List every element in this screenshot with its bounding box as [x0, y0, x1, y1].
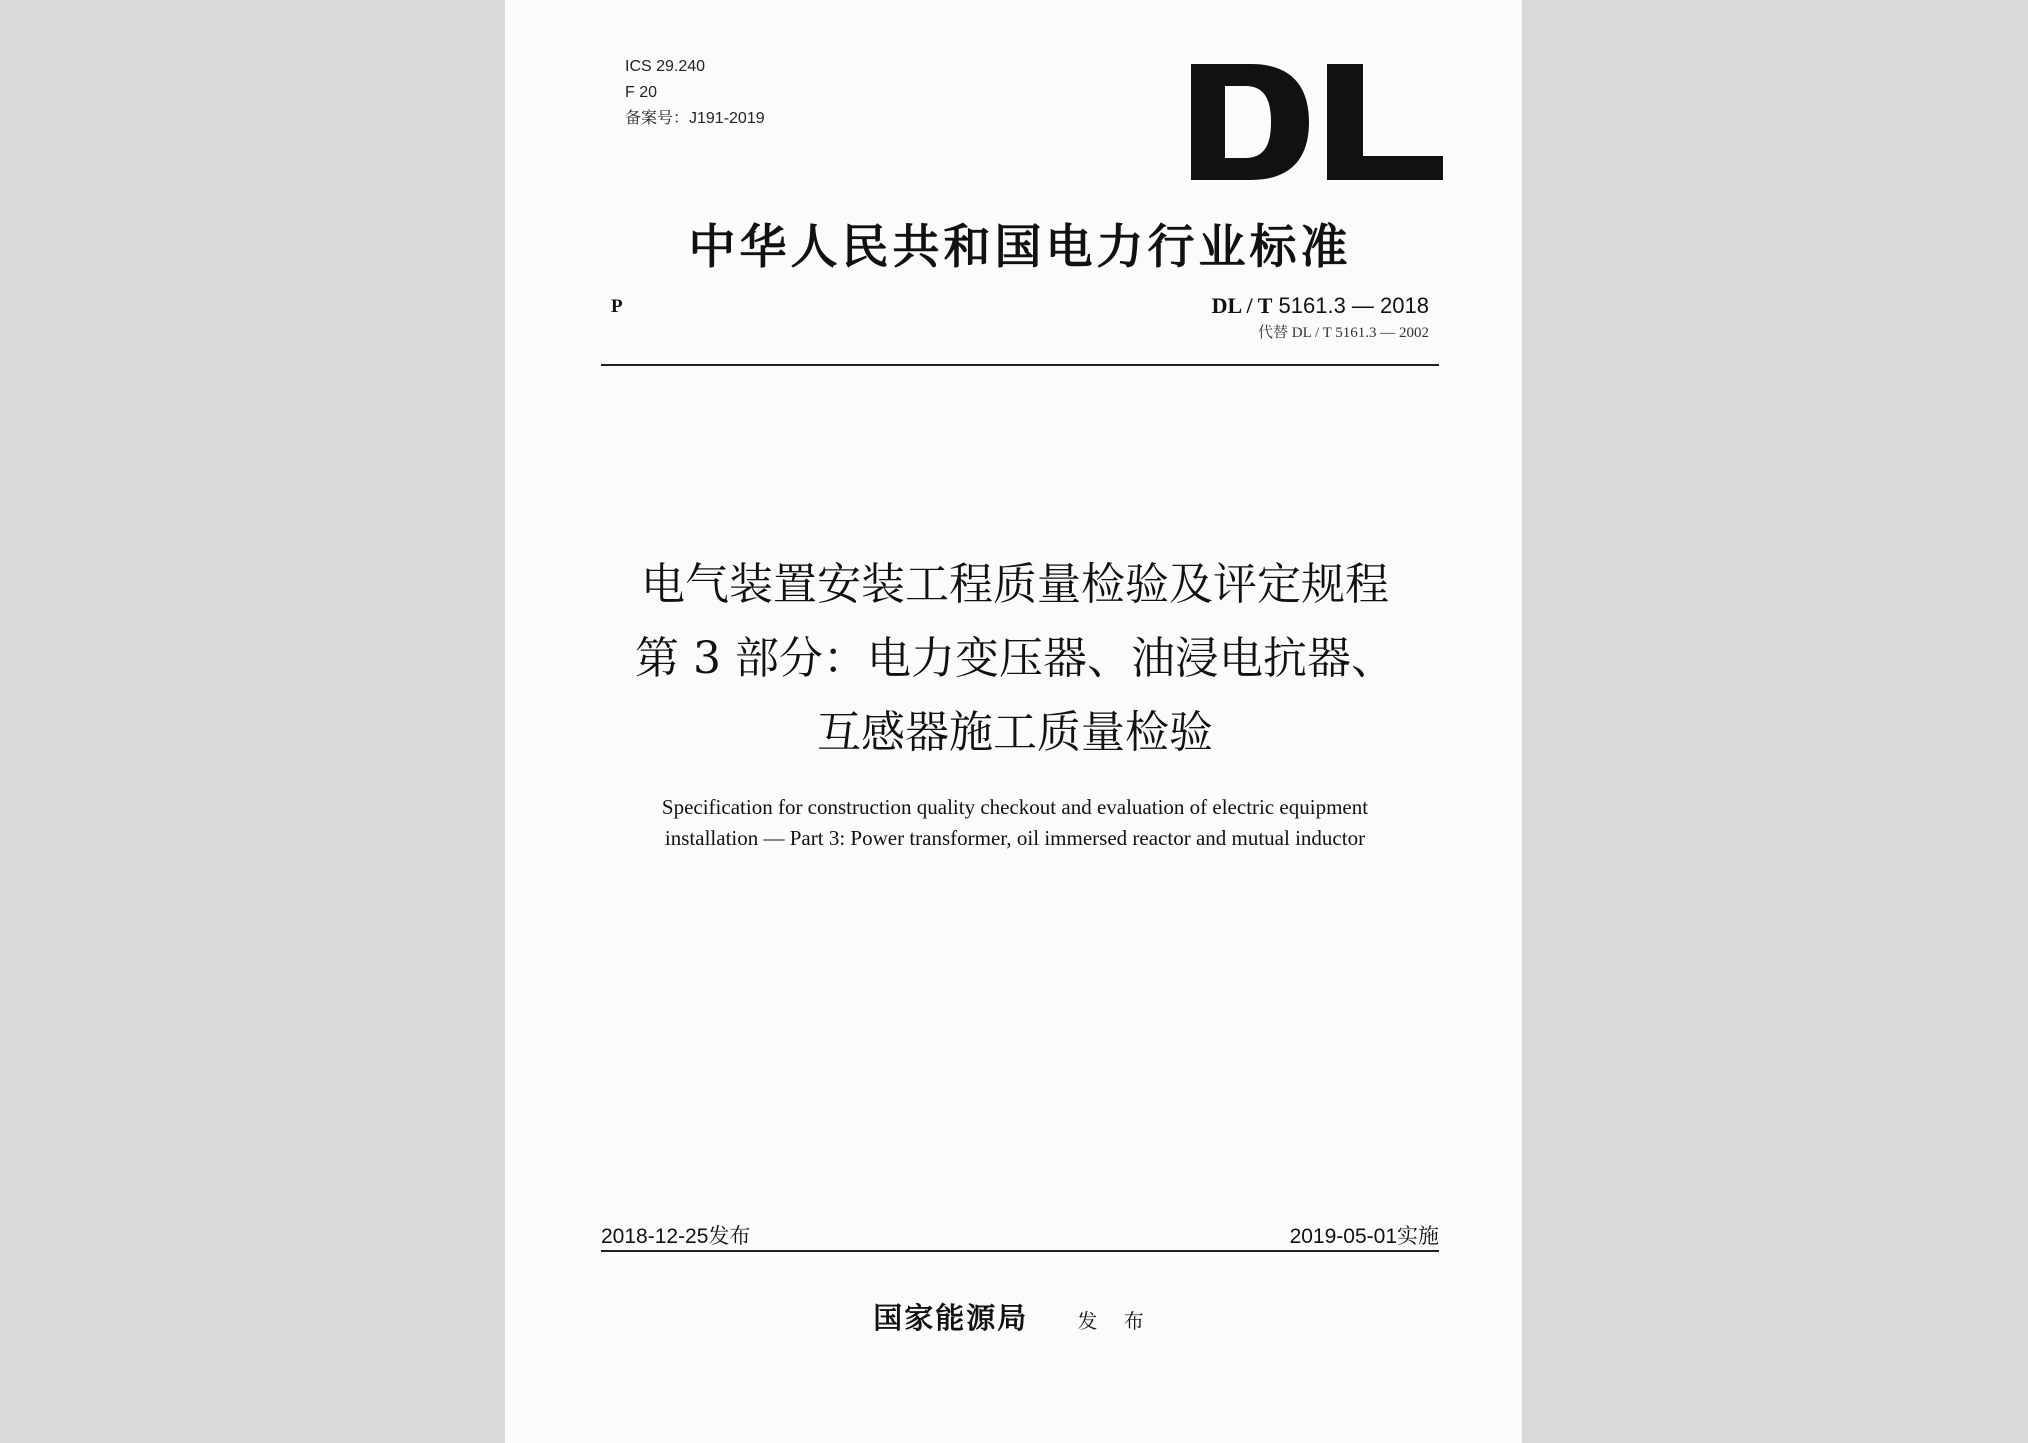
- classification-code: P: [611, 296, 623, 317]
- title-zh-line-2: 第 3 部分：电力变压器、油浸电抗器、: [635, 633, 1395, 684]
- issue-date: 2018-12-25发布: [601, 1225, 751, 1248]
- ccs-code: F 20: [625, 84, 658, 101]
- implementation-date: 2019-05-01实施: [1289, 1225, 1439, 1248]
- title-english: [565, 792, 1465, 854]
- document-meta: [625, 54, 765, 132]
- standard-code: 5161.3 — 2018: [1278, 293, 1429, 318]
- replaces-standard: 代替 DL / T 5161.3 — 2002: [1258, 325, 1429, 341]
- footer-divider: [601, 1250, 1439, 1252]
- standard-number-block: [1212, 293, 1429, 342]
- document-page: [505, 0, 1522, 1443]
- publisher: [505, 1296, 1522, 1337]
- dl-logo-mark: [1181, 64, 1453, 180]
- title-en-line-1: Specification for construction quality checkout and evaluation of electric equipment: [661, 795, 1369, 819]
- filing-number: 备案号：J191-2019: [625, 110, 765, 127]
- dl-logo: [1181, 64, 1453, 180]
- publisher-org: 国家能源局: [873, 1301, 1029, 1335]
- standard-prefix: DL / T: [1211, 293, 1273, 318]
- header-divider: [601, 364, 1439, 366]
- publisher-action: 发 布: [1077, 1309, 1154, 1333]
- ics-code: ICS 29.240: [625, 58, 706, 75]
- title-zh-line-1: 电气装置安装工程质量检验及评定规程: [641, 559, 1389, 610]
- title-zh-line-3: 互感器施工质量检验: [817, 707, 1213, 758]
- standard-category-title: 中华人民共和国电力行业标准: [688, 220, 1352, 275]
- title-chinese: [565, 548, 1465, 770]
- title-en-line-2: installation — Part 3: Power transformer, oil immersed reactor and mutual inductor: [664, 826, 1366, 850]
- standard-number: [1212, 293, 1429, 319]
